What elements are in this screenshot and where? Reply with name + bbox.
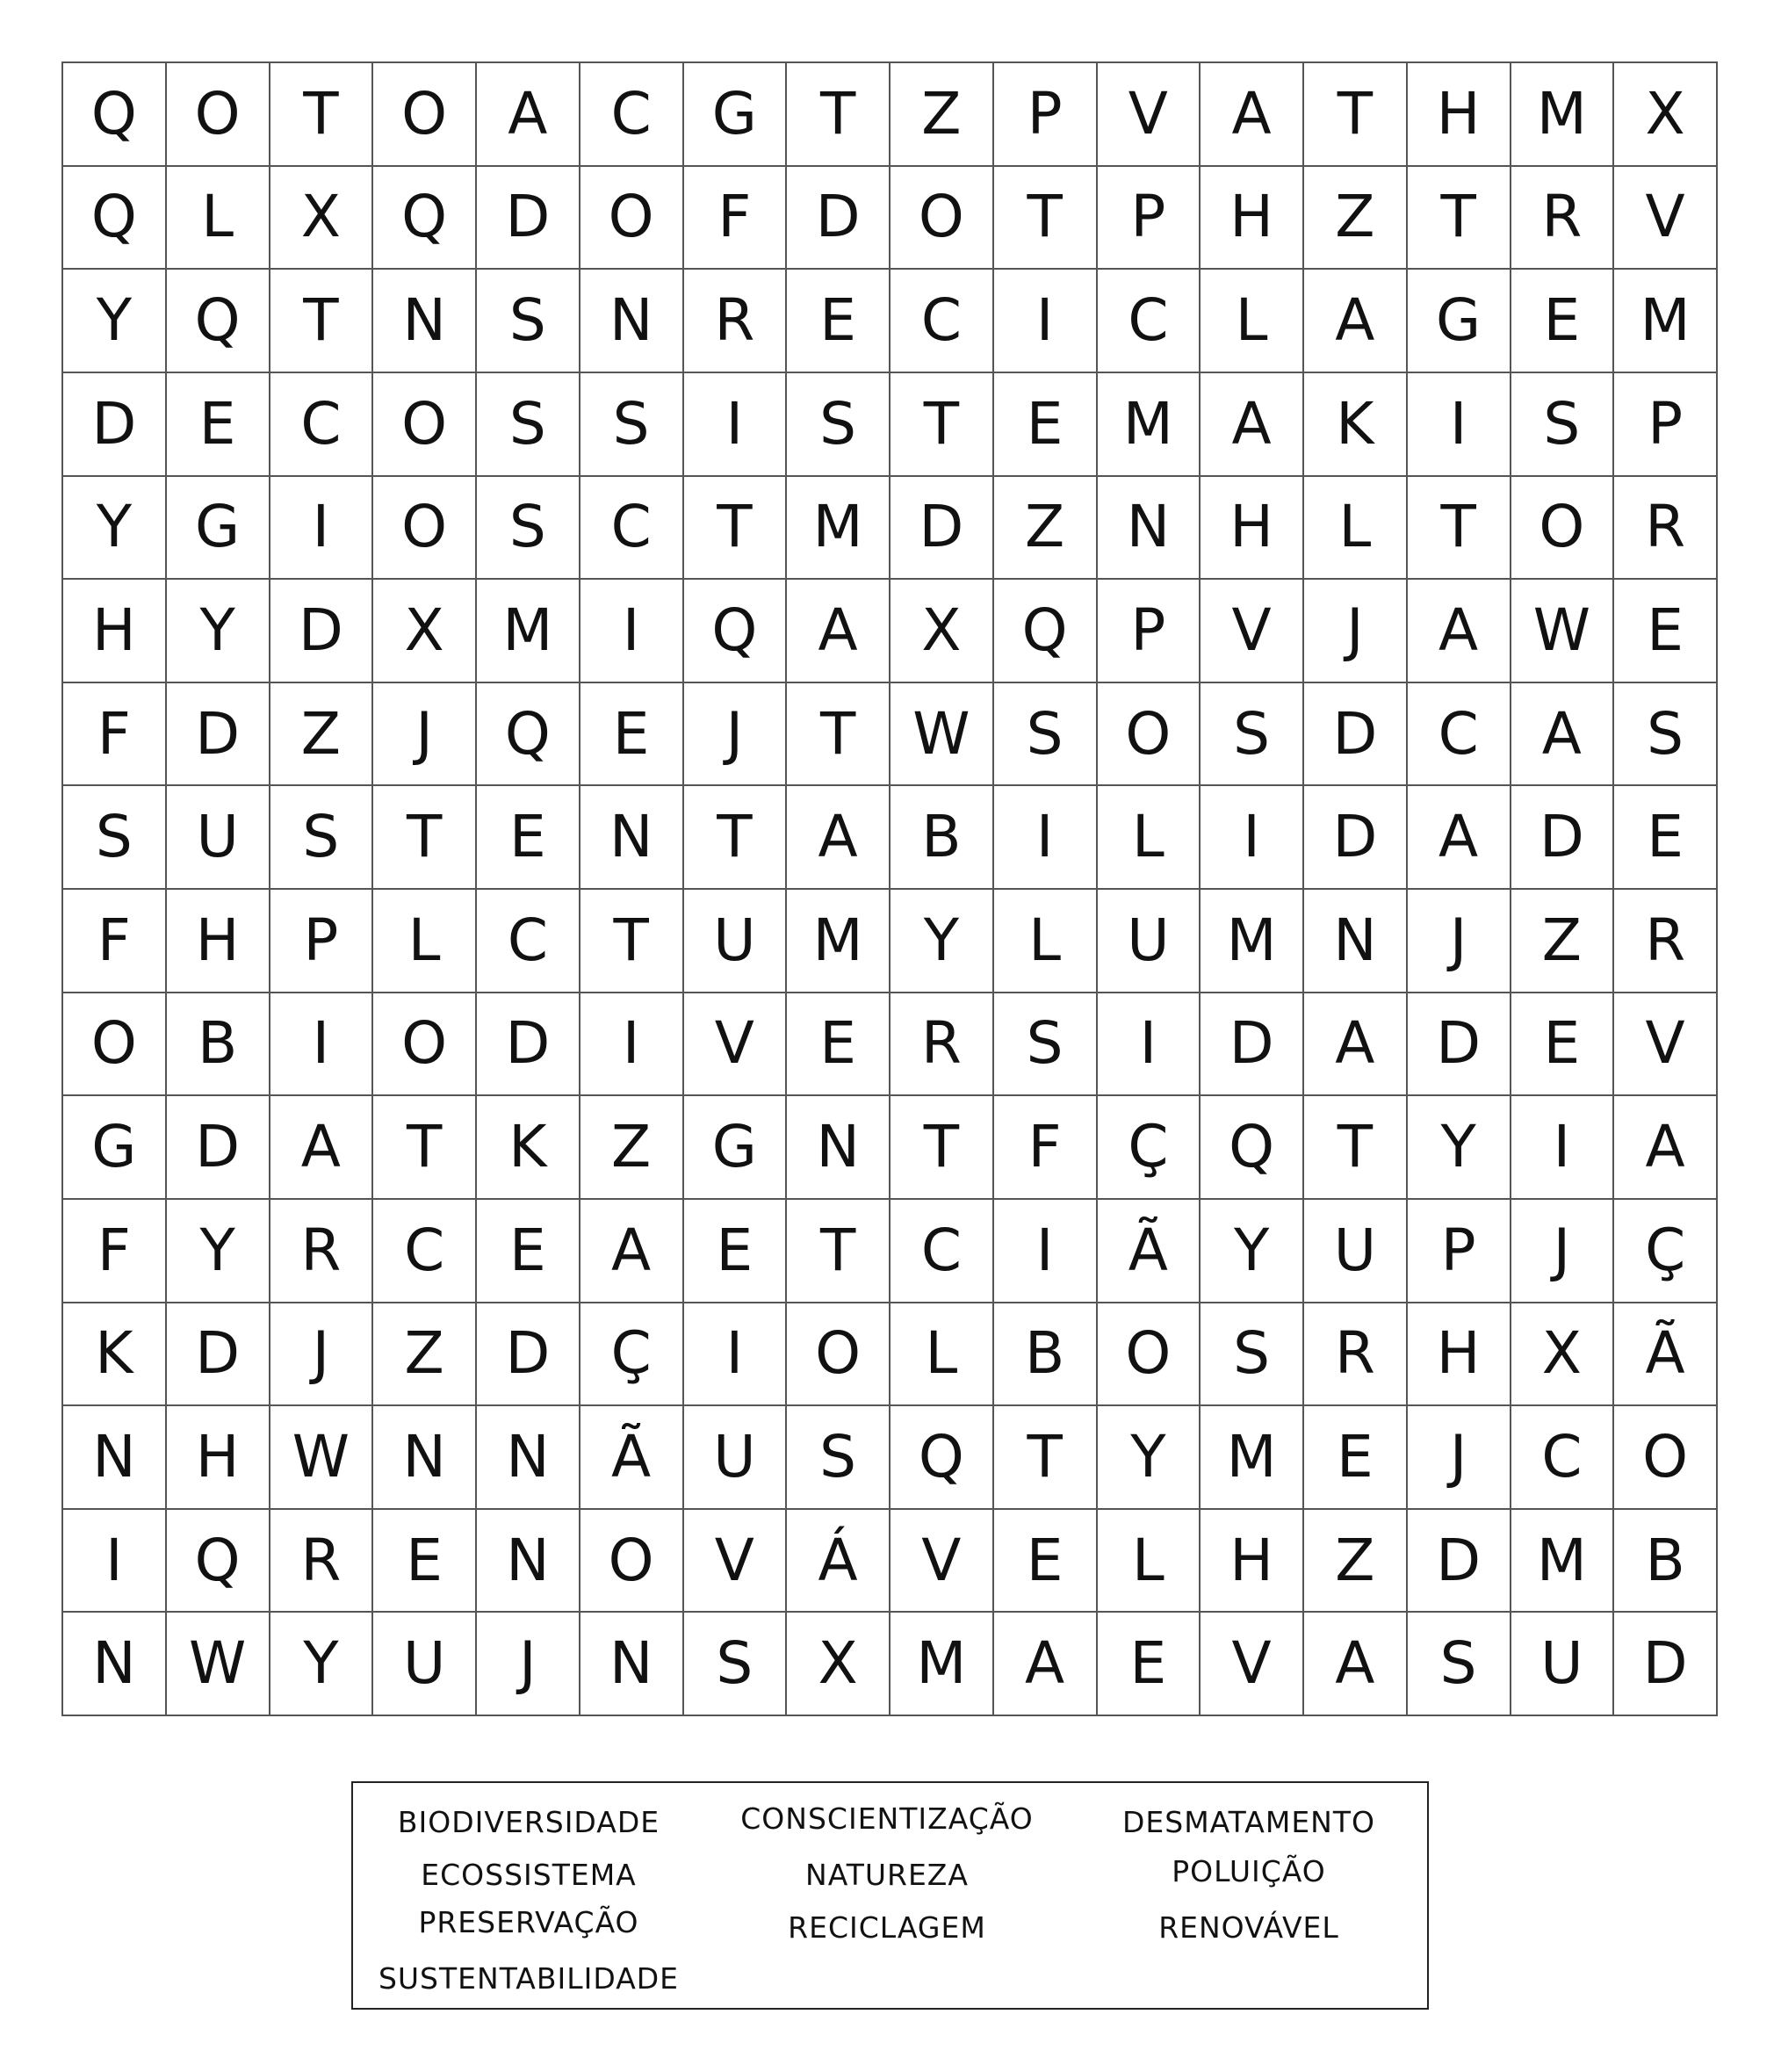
grid-cell[interactable]: O [167, 63, 270, 167]
grid-cell[interactable]: T [1304, 63, 1408, 167]
grid-cell[interactable]: X [890, 580, 994, 683]
grid-cell[interactable]: T [684, 786, 788, 890]
grid-cell[interactable]: E [684, 1200, 788, 1303]
grid-cell[interactable]: U [684, 890, 788, 993]
grid-cell[interactable]: C [1098, 270, 1201, 373]
grid-cell[interactable]: M [1614, 270, 1718, 373]
grid-cell[interactable]: C [580, 63, 684, 167]
grid-cell[interactable]: O [1098, 1303, 1201, 1407]
grid-cell[interactable]: T [1408, 167, 1511, 271]
grid-cell[interactable]: I [580, 993, 684, 1097]
grid-cell[interactable]: S [787, 373, 890, 477]
grid-cell[interactable]: S [1201, 683, 1304, 787]
grid-cell[interactable]: N [373, 1406, 477, 1510]
grid-cell[interactable]: N [1304, 890, 1408, 993]
grid-cell[interactable]: A [1201, 63, 1304, 167]
grid-cell[interactable]: O [373, 373, 477, 477]
grid-cell[interactable]: C [1511, 1406, 1615, 1510]
grid-cell[interactable]: Ã [1614, 1303, 1718, 1407]
grid-cell[interactable]: K [477, 1096, 580, 1200]
grid-cell[interactable]: M [477, 580, 580, 683]
grid-cell[interactable]: G [167, 477, 270, 581]
word-item: ECOSSISTEMA [421, 1858, 637, 1892]
grid-cell[interactable]: J [477, 1613, 580, 1716]
grid-cell[interactable]: N [477, 1406, 580, 1510]
grid-cell[interactable]: H [63, 580, 167, 683]
grid-cell[interactable]: E [167, 373, 270, 477]
grid-cell[interactable]: O [787, 1303, 890, 1407]
grid-cell[interactable]: Ç [580, 1303, 684, 1407]
grid-cell[interactable]: O [1098, 683, 1201, 787]
grid-cell[interactable]: O [63, 993, 167, 1097]
word-item: NATUREZA [805, 1858, 969, 1892]
letter-grid [61, 61, 1718, 1716]
grid-cell[interactable]: N [580, 270, 684, 373]
grid-cell[interactable]: I [1408, 373, 1511, 477]
grid-cell[interactable]: R [1614, 890, 1718, 993]
grid-cell[interactable]: C [477, 890, 580, 993]
grid-cell[interactable]: D [167, 683, 270, 787]
grid-cell[interactable]: T [787, 63, 890, 167]
grid-cell[interactable]: Y [167, 580, 270, 683]
grid-cell[interactable]: W [1511, 580, 1615, 683]
grid-cell[interactable]: B [994, 1303, 1098, 1407]
grid-cell[interactable]: X [1614, 63, 1718, 167]
grid-cell[interactable]: N [580, 1613, 684, 1716]
grid-cell[interactable]: S [1511, 373, 1615, 477]
grid-cell[interactable]: F [994, 1096, 1098, 1200]
grid-cell[interactable]: T [1408, 477, 1511, 581]
grid-cell[interactable]: P [1098, 580, 1201, 683]
grid-cell[interactable]: I [1511, 1096, 1615, 1200]
grid-cell[interactable]: A [1201, 373, 1304, 477]
grid-cell[interactable]: F [63, 890, 167, 993]
grid-cell[interactable]: N [63, 1406, 167, 1510]
grid-cell[interactable]: D [1511, 786, 1615, 890]
grid-cell[interactable]: Ã [580, 1406, 684, 1510]
grid-cell[interactable]: Y [890, 890, 994, 993]
grid-cell[interactable]: J [373, 683, 477, 787]
grid-cell[interactable]: I [994, 786, 1098, 890]
grid-cell[interactable]: Y [63, 270, 167, 373]
grid-cell[interactable]: N [580, 786, 684, 890]
grid-cell[interactable]: Q [167, 1510, 270, 1614]
grid-cell[interactable]: Z [890, 63, 994, 167]
grid-cell[interactable]: V [684, 993, 788, 1097]
grid-cell[interactable]: L [1201, 270, 1304, 373]
grid-cell[interactable]: D [1408, 1510, 1511, 1614]
grid-cell[interactable]: T [373, 786, 477, 890]
grid-cell[interactable]: H [167, 1406, 270, 1510]
grid-cell[interactable]: G [684, 1096, 788, 1200]
grid-cell[interactable]: H [1201, 1510, 1304, 1614]
grid-cell[interactable]: G [684, 63, 788, 167]
grid-cell[interactable]: E [477, 1200, 580, 1303]
grid-cell[interactable]: O [373, 63, 477, 167]
grid-cell[interactable]: S [63, 786, 167, 890]
grid-cell[interactable]: D [787, 167, 890, 271]
grid-cell[interactable]: E [1614, 580, 1718, 683]
word-item: BIODIVERSIDADE [397, 1805, 660, 1839]
grid-cell[interactable]: H [1201, 477, 1304, 581]
grid-cell[interactable]: M [1511, 1510, 1615, 1614]
grid-cell[interactable]: N [1098, 477, 1201, 581]
grid-cell[interactable]: Y [270, 1613, 374, 1716]
grid-cell[interactable]: V [1201, 1613, 1304, 1716]
word-item: CONSCIENTIZAÇÃO [740, 1801, 1034, 1836]
grid-cell[interactable]: X [270, 167, 374, 271]
grid-cell[interactable]: A [580, 1200, 684, 1303]
grid-cell[interactable]: N [63, 1613, 167, 1716]
grid-cell[interactable]: C [580, 477, 684, 581]
grid-cell[interactable]: S [477, 270, 580, 373]
grid-cell[interactable]: P [1614, 373, 1718, 477]
grid-cell[interactable]: E [994, 1510, 1098, 1614]
grid-cell[interactable]: H [1408, 1303, 1511, 1407]
grid-cell[interactable]: Y [1408, 1096, 1511, 1200]
grid-cell[interactable]: Q [684, 580, 788, 683]
grid-cell[interactable]: T [580, 890, 684, 993]
grid-cell[interactable]: E [1304, 1406, 1408, 1510]
grid-cell[interactable]: L [1304, 477, 1408, 581]
grid-cell[interactable]: E [787, 993, 890, 1097]
grid-cell[interactable]: I [994, 1200, 1098, 1303]
grid-cell[interactable]: E [580, 683, 684, 787]
grid-cell[interactable]: D [890, 477, 994, 581]
grid-cell[interactable]: T [787, 683, 890, 787]
grid-cell[interactable]: O [890, 167, 994, 271]
grid-cell[interactable]: S [477, 373, 580, 477]
grid-cell[interactable]: Q [373, 167, 477, 271]
grid-cell[interactable]: O [1614, 1406, 1718, 1510]
grid-cell[interactable]: E [477, 786, 580, 890]
grid-cell[interactable]: E [373, 1510, 477, 1614]
grid-cell[interactable]: Y [167, 1200, 270, 1303]
grid-cell[interactable]: Q [63, 167, 167, 271]
grid-cell[interactable]: D [1201, 993, 1304, 1097]
grid-cell[interactable]: B [167, 993, 270, 1097]
grid-cell[interactable]: W [890, 683, 994, 787]
grid-cell[interactable]: Q [994, 580, 1098, 683]
grid-cell[interactable]: D [1304, 786, 1408, 890]
grid-cell[interactable]: G [1408, 270, 1511, 373]
grid-cell[interactable]: D [167, 1303, 270, 1407]
grid-cell[interactable]: I [63, 1510, 167, 1614]
grid-cell[interactable]: O [580, 167, 684, 271]
grid-cell[interactable]: H [1408, 63, 1511, 167]
grid-cell[interactable]: P [1408, 1200, 1511, 1303]
grid-cell[interactable]: V [890, 1510, 994, 1614]
grid-cell[interactable]: D [1304, 683, 1408, 787]
grid-cell[interactable]: I [1201, 786, 1304, 890]
grid-cell[interactable]: X [373, 580, 477, 683]
grid-cell[interactable]: A [1614, 1096, 1718, 1200]
grid-cell[interactable]: R [1511, 167, 1615, 271]
grid-cell[interactable]: R [1304, 1303, 1408, 1407]
grid-cell[interactable]: Z [270, 683, 374, 787]
grid-cell[interactable]: I [994, 270, 1098, 373]
grid-cell[interactable]: M [890, 1613, 994, 1716]
grid-cell[interactable]: C [1408, 683, 1511, 787]
grid-cell[interactable]: U [373, 1613, 477, 1716]
grid-cell[interactable]: M [1201, 1406, 1304, 1510]
grid-cell[interactable]: A [1304, 270, 1408, 373]
grid-cell[interactable]: T [890, 1096, 994, 1200]
grid-cell[interactable]: Ç [1098, 1096, 1201, 1200]
grid-cell[interactable]: S [270, 786, 374, 890]
grid-cell[interactable]: C [373, 1200, 477, 1303]
grid-cell[interactable]: C [270, 373, 374, 477]
grid-cell[interactable]: P [270, 890, 374, 993]
grid-cell[interactable]: S [477, 477, 580, 581]
grid-cell[interactable]: Z [580, 1096, 684, 1200]
grid-cell[interactable]: J [1511, 1200, 1615, 1303]
grid-cell[interactable]: E [787, 270, 890, 373]
grid-cell[interactable]: A [1408, 786, 1511, 890]
grid-cell[interactable]: J [684, 683, 788, 787]
grid-cell[interactable]: J [1408, 890, 1511, 993]
grid-cell[interactable]: F [63, 1200, 167, 1303]
grid-cell[interactable]: K [1304, 373, 1408, 477]
grid-cell[interactable]: D [477, 1303, 580, 1407]
grid-cell[interactable]: D [1408, 993, 1511, 1097]
grid-cell[interactable]: E [994, 373, 1098, 477]
grid-cell[interactable]: T [684, 477, 788, 581]
grid-cell[interactable]: Q [1201, 1096, 1304, 1200]
grid-cell[interactable]: U [1098, 890, 1201, 993]
grid-cell[interactable]: U [1511, 1613, 1615, 1716]
grid-cell[interactable]: M [1511, 63, 1615, 167]
grid-cell[interactable]: T [787, 1200, 890, 1303]
grid-cell[interactable]: L [1098, 1510, 1201, 1614]
grid-cell[interactable]: T [890, 373, 994, 477]
grid-cell[interactable]: F [684, 167, 788, 271]
grid-cell[interactable]: E [1511, 993, 1615, 1097]
grid-cell[interactable]: I [684, 1303, 788, 1407]
grid-cell[interactable]: W [167, 1613, 270, 1716]
grid-cell[interactable]: A [787, 580, 890, 683]
grid-cell[interactable]: M [787, 477, 890, 581]
grid-cell[interactable]: Z [373, 1303, 477, 1407]
grid-cell[interactable]: R [1614, 477, 1718, 581]
grid-cell[interactable]: J [270, 1303, 374, 1407]
grid-cell[interactable]: D [63, 373, 167, 477]
grid-cell[interactable]: Z [1511, 890, 1615, 993]
grid-cell[interactable]: A [1408, 580, 1511, 683]
grid-cell[interactable]: F [63, 683, 167, 787]
grid-cell[interactable]: Q [63, 63, 167, 167]
grid-cell[interactable]: L [890, 1303, 994, 1407]
grid-cell[interactable]: I [684, 373, 788, 477]
grid-cell[interactable]: I [270, 993, 374, 1097]
grid-cell[interactable]: A [787, 786, 890, 890]
grid-cell[interactable]: A [270, 1096, 374, 1200]
grid-cell[interactable]: C [890, 1200, 994, 1303]
grid-cell[interactable]: C [890, 270, 994, 373]
grid-cell[interactable]: T [1304, 1096, 1408, 1200]
grid-cell[interactable]: M [787, 890, 890, 993]
grid-cell[interactable]: O [580, 1510, 684, 1614]
grid-cell[interactable]: V [1098, 63, 1201, 167]
grid-cell[interactable]: Á [787, 1510, 890, 1614]
grid-cell[interactable]: K [63, 1303, 167, 1407]
grid-cell[interactable]: D [477, 993, 580, 1097]
grid-cell[interactable]: Z [1304, 167, 1408, 271]
grid-cell[interactable]: G [63, 1096, 167, 1200]
grid-cell[interactable]: T [270, 270, 374, 373]
grid-cell[interactable]: I [580, 580, 684, 683]
grid-cell[interactable]: W [270, 1406, 374, 1510]
grid-cell[interactable]: M [1098, 373, 1201, 477]
grid-cell[interactable]: S [580, 373, 684, 477]
grid-cell[interactable]: A [477, 63, 580, 167]
grid-cell[interactable]: X [1511, 1303, 1615, 1407]
grid-cell[interactable]: A [1511, 683, 1615, 787]
word-item: SUSTENTABILIDADE [378, 1961, 680, 1996]
grid-cell[interactable]: T [270, 63, 374, 167]
grid-cell[interactable]: M [1201, 890, 1304, 993]
grid-cell[interactable]: S [787, 1406, 890, 1510]
grid-cell[interactable]: L [994, 890, 1098, 993]
grid-cell[interactable]: Q [890, 1406, 994, 1510]
grid-cell[interactable]: R [270, 1200, 374, 1303]
grid-cell[interactable]: E [1614, 786, 1718, 890]
grid-cell[interactable]: Ç [1614, 1200, 1718, 1303]
grid-cell[interactable]: Y [1201, 1200, 1304, 1303]
grid-cell[interactable]: Y [63, 477, 167, 581]
grid-cell[interactable]: U [167, 786, 270, 890]
grid-cell[interactable]: Z [1304, 1510, 1408, 1614]
grid-cell[interactable]: J [1304, 580, 1408, 683]
grid-cell[interactable]: A [1304, 1613, 1408, 1716]
grid-cell[interactable]: T [994, 1406, 1098, 1510]
grid-cell[interactable]: B [890, 786, 994, 890]
grid-cell[interactable]: P [994, 63, 1098, 167]
grid-cell[interactable]: O [1511, 477, 1615, 581]
grid-cell[interactable]: S [994, 683, 1098, 787]
grid-cell[interactable]: R [684, 270, 788, 373]
word-item: PRESERVAÇÃO [418, 1905, 639, 1939]
grid-cell[interactable]: P [1098, 167, 1201, 271]
grid-cell[interactable]: D [270, 580, 374, 683]
grid-cell[interactable]: I [1098, 993, 1201, 1097]
grid-cell[interactable]: Z [994, 477, 1098, 581]
grid-cell[interactable]: D [1614, 1613, 1718, 1716]
grid-cell[interactable]: N [373, 270, 477, 373]
grid-cell[interactable]: A [994, 1613, 1098, 1716]
grid-cell[interactable]: H [1201, 167, 1304, 271]
grid-cell[interactable]: E [1511, 270, 1615, 373]
grid-cell[interactable]: E [1098, 1613, 1201, 1716]
grid-cell[interactable]: J [1408, 1406, 1511, 1510]
grid-cell[interactable]: D [477, 167, 580, 271]
word-item: POLUIÇÃO [1172, 1854, 1326, 1888]
grid-cell[interactable]: I [270, 477, 374, 581]
grid-cell[interactable]: O [373, 993, 477, 1097]
grid-cell[interactable]: S [1201, 1303, 1304, 1407]
grid-cell[interactable]: Y [1098, 1406, 1201, 1510]
grid-cell[interactable]: T [994, 167, 1098, 271]
grid-cell[interactable]: D [167, 1096, 270, 1200]
word-item: RECICLAGEM [788, 1910, 986, 1945]
grid-cell[interactable]: H [167, 890, 270, 993]
grid-cell[interactable]: N [787, 1096, 890, 1200]
grid-cell[interactable]: L [1098, 786, 1201, 890]
grid-cell[interactable]: S [1408, 1613, 1511, 1716]
grid-cell[interactable]: Q [477, 683, 580, 787]
grid-cell[interactable]: L [373, 890, 477, 993]
grid-cell[interactable]: L [167, 167, 270, 271]
grid-cell[interactable]: A [1304, 993, 1408, 1097]
word-item: DESMATAMENTO [1121, 1805, 1376, 1839]
grid-cell[interactable]: U [684, 1406, 788, 1510]
grid-cell[interactable]: N [477, 1510, 580, 1614]
word-list [351, 1781, 1429, 2010]
grid-cell[interactable]: Ã [1098, 1200, 1201, 1303]
grid-cell[interactable]: O [373, 477, 477, 581]
grid-cell[interactable]: Q [167, 270, 270, 373]
grid-cell[interactable]: X [787, 1613, 890, 1716]
grid-cell[interactable]: T [373, 1096, 477, 1200]
grid-cell[interactable]: S [1614, 683, 1718, 787]
grid-cell[interactable]: V [1614, 993, 1718, 1097]
grid-cell[interactable]: S [994, 993, 1098, 1097]
grid-cell[interactable]: V [1201, 580, 1304, 683]
grid-cell[interactable]: S [684, 1613, 788, 1716]
grid-cell[interactable]: R [270, 1510, 374, 1614]
grid-cell[interactable]: R [890, 993, 994, 1097]
word-item: RENOVÁVEL [1158, 1910, 1339, 1945]
grid-cell[interactable]: B [1614, 1510, 1718, 1614]
grid-cell[interactable]: V [1614, 167, 1718, 271]
grid-cell[interactable]: U [1304, 1200, 1408, 1303]
grid-cell[interactable]: V [684, 1510, 788, 1614]
